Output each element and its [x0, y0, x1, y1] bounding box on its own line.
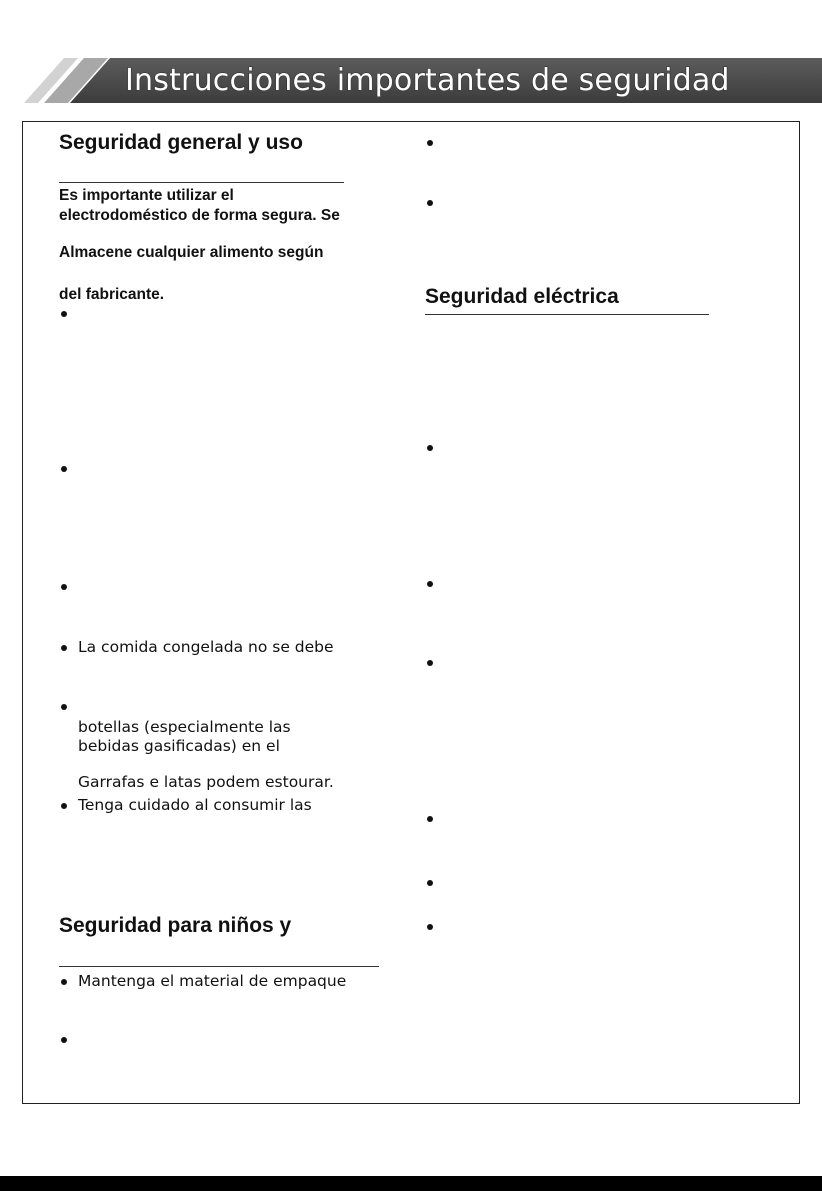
- bullet: [61, 704, 67, 710]
- intro-line-1: Es importante utilizar el: [59, 187, 234, 204]
- bottles-line-3: Garrafas e latas podem estourar.: [78, 773, 334, 791]
- bottles-line-1: botellas (especialmente las: [78, 718, 291, 736]
- bullet: [427, 445, 433, 451]
- children-safety-heading: Seguridad para niños y: [59, 914, 292, 937]
- bullet: [427, 660, 433, 666]
- bullet: [61, 584, 67, 590]
- intro-line-3: Almacene cualquier alimento según: [59, 244, 324, 261]
- packaging-text: Mantenga el material de empaque: [78, 972, 347, 990]
- frozen-food-text: La comida congelada no se debe: [78, 638, 334, 656]
- electrical-safety-heading: Seguridad eléctrica: [425, 285, 619, 308]
- children-heading-rule: [59, 966, 379, 967]
- bullet: [61, 1037, 67, 1043]
- header-banner: [0, 0, 822, 110]
- page-title: Instrucciones importantes de seguridad: [125, 63, 730, 98]
- bullet: [61, 645, 67, 651]
- general-heading-rule: [59, 182, 344, 183]
- electrical-heading-rule: [425, 314, 709, 315]
- bullet: [427, 816, 433, 822]
- general-safety-heading: Seguridad general y uso: [59, 131, 303, 154]
- bullet: [427, 200, 433, 206]
- bullet: [427, 140, 433, 146]
- bullet: [61, 466, 67, 472]
- bullet: [61, 803, 67, 809]
- intro-line-4: del fabricante.: [59, 286, 165, 303]
- careful-text: Tenga cuidado al consumir las: [78, 796, 312, 814]
- intro-line-2: electrodoméstico de forma segura. Se: [59, 207, 340, 224]
- content-frame: [22, 121, 800, 1104]
- bottles-line-2: bebidas gasificadas) en el: [78, 737, 280, 755]
- bullet: [427, 581, 433, 587]
- bullet: [427, 880, 433, 886]
- footer-bar: [0, 1176, 822, 1191]
- bullet: [61, 311, 67, 317]
- bullet: [61, 979, 67, 985]
- bullet: [427, 924, 433, 930]
